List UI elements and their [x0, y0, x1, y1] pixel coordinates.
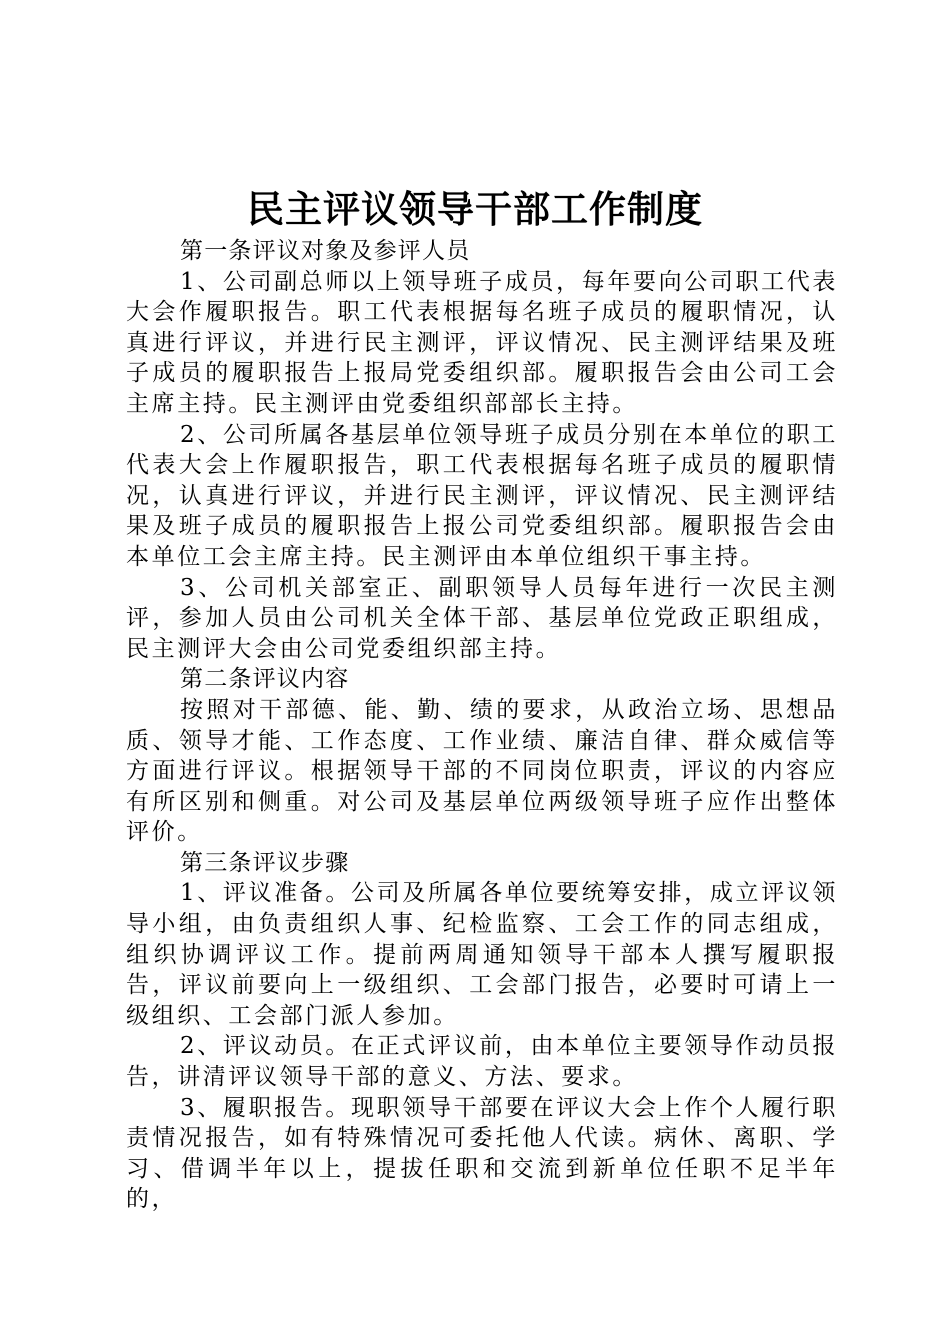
paragraph: 3、公司机关部室正、副职领导人员每年进行一次民主测评，参加人员由公司机关全体干部、基层单位党政正职组成，民主测评大会由公司党委组织部主持。	[126, 574, 838, 662]
section-3	[126, 848, 838, 1215]
document-body	[126, 236, 838, 1215]
section-2	[126, 664, 838, 848]
section-heading: 第一条评议对象及参评人员	[180, 238, 471, 264]
paragraph: 按照对干部德、能、勤、绩的要求，从政治立场、思想品质、领导才能、工作态度、工作业绩、廉洁自律、群众威信等方面进行评议。根据领导干部的不同岗位职责，评议的内容应有所区别和侧重。对公司及基层单位两级领导班子应作出整体评价。	[126, 696, 838, 846]
paragraph: 1、评议准备。公司及所属各单位要统筹安排，成立评议领导小组，由负责组织人事、纪检监察、工会工作的同志组成，组织协调评议工作。提前两周通知领导干部本人撰写履职报告，评议前要向上一级组织、工会部门报告，必要时可请上一级组织、工会部门派人参加。	[126, 880, 838, 1029]
paragraph: 2、公司所属各基层单位领导班子成员分别在本单位的职工代表大会上作履职报告，职工代表根据每名班子成员的履职情况，认真进行评议，并进行民主测评，评议情况、民主测评结果及班子成员的履职报告上报公司党委组织部。履职报告会由本单位工会主席主持。民主测评由本单位组织干事主持。	[126, 421, 838, 570]
paragraph: 2、评议动员。在正式评议前，由本单位主要领导作动员报告，讲清评议领导干部的意义、方法、要求。	[126, 1033, 838, 1091]
paragraph: 1、公司副总师以上领导班子成员，每年要向公司职工代表大会作履职报告。职工代表根据每名班子成员的履职情况，认真进行评议，并进行民主测评，评议情况、民主测评结果及班子成员的履职报告上报局党委组织部。履职报告会由公司工会主席主持。民主测评由党委组织部部长主持。	[126, 268, 838, 417]
document-title: 民主评议领导干部工作制度	[247, 187, 703, 231]
paragraph: 3、履职报告。现职领导干部要在评议大会上作个人履行职责情况报告，如有特殊情况可委托他人代读。病休、离职、学习、借调半年以上，提拔任职和交流到新单位任职不足半年的，	[126, 1094, 838, 1213]
section-1	[126, 236, 838, 664]
section-heading: 第三条评议步骤	[180, 849, 350, 876]
section-heading: 第二条评议内容	[180, 666, 350, 693]
